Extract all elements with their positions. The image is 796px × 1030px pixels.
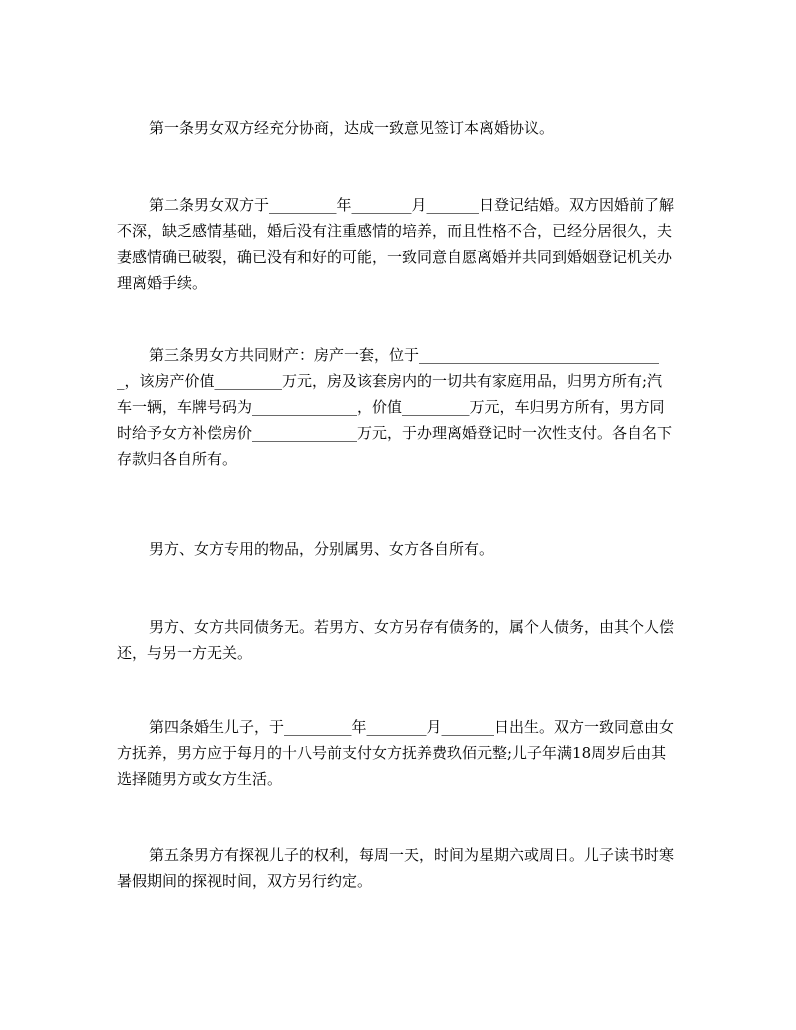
- clause-3-paragraph: 第三条男女方共同财产：房产一套，位于_________________________________，该房产价值_________万元，房及该套房内的一切共有家庭用品，归男方所有;汽车一辆，车牌号码为______________，价值_________万元，车归男方所有，男方同时给予女方补偿房价______________万元，于办理离婚登记时一次性支付。各自名下存款归各自所有。: [117, 346, 673, 468]
- clause-1-paragraph: 第一条男女双方经充分协商，达成一致意见签订本离婚协议。: [149, 119, 555, 137]
- debts-paragraph: 男方、女方共同债务无。若男方、女方另存有债务的，属个人债务，由其个人偿还，与另一方无关。: [117, 618, 675, 662]
- clause-2-paragraph: 第二条男女双方于_________年________月_______日登记结婚。双方因婚前了解不深，缺乏感情基础，婚后没有注重感情的培养，而且性格不合，已经分居很久，夫妻感情确已破裂，确已没有和好的可能，一致同意自愿离婚并共同到婚姻登记机关办理离婚手续。: [117, 196, 675, 292]
- personal-items-paragraph: 男方、女方专用的物品，分别属男、女方各自所有。: [149, 540, 495, 558]
- clause-5-paragraph: 第五条男方有探视儿子的权利，每周一天，时间为星期六或周日。儿子读书时寒暑假期间的探视时间，双方另行约定。: [117, 846, 675, 890]
- clause-4-paragraph: 第四条婚生儿子，于_________年________月_______日出生。双方一致同意由女方抚养，男方应于每月的十八号前支付女方抚养费玖佰元整;儿子年满18周岁后由其选择随男方或女方生活。: [117, 718, 675, 788]
